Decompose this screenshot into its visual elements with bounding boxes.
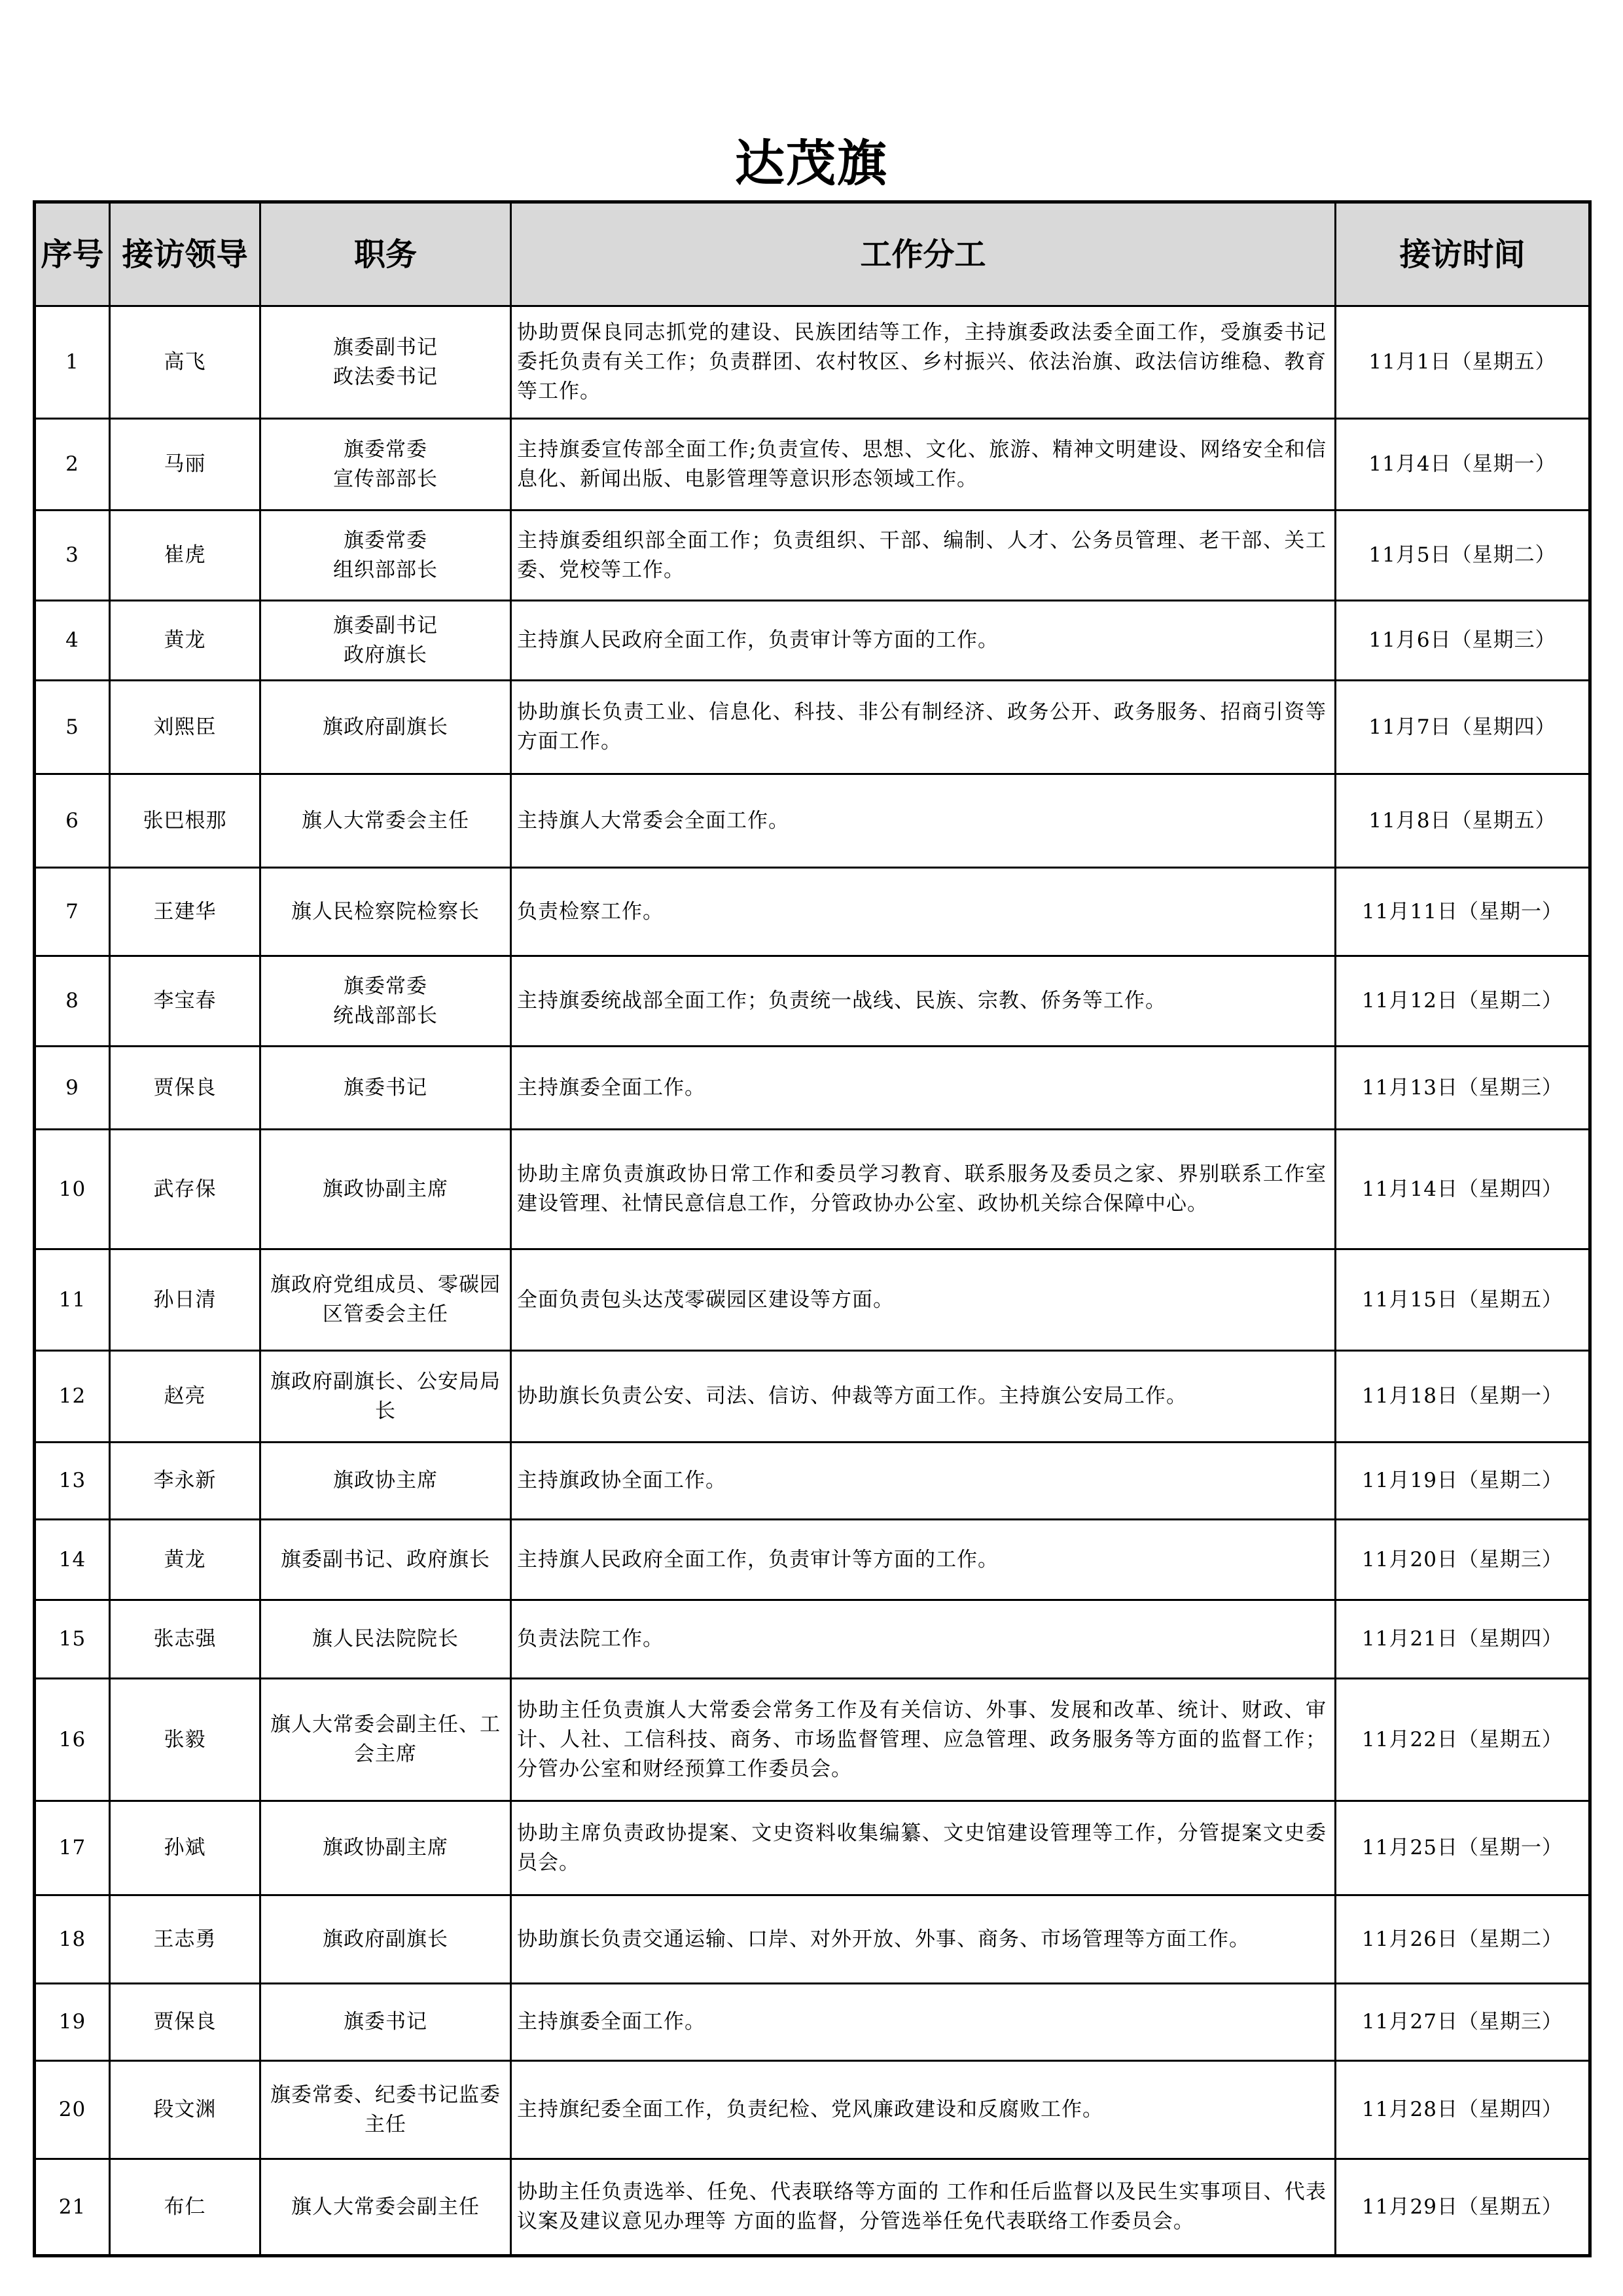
row-time: 11月19日（星期二） <box>1336 1443 1590 1520</box>
table-row <box>35 956 1590 1047</box>
row-leader: 黄龙 <box>110 1520 260 1600</box>
row-duties: 协助旗长负责交通运输、口岸、对外开放、外事、商务、市场管理等方面工作。 <box>511 1895 1336 1984</box>
row-time: 11月5日（星期二） <box>1336 511 1590 601</box>
row-leader: 张巴根那 <box>110 774 260 868</box>
table-row <box>35 1801 1590 1895</box>
row-position: 旗人大常委会副主任、工会主席 <box>260 1679 511 1801</box>
row-duties: 协助主席负责政协提案、文史资料收集编纂、文史馆建设管理等工作，分管提案文史委员会。 <box>511 1801 1336 1895</box>
row-seq: 3 <box>35 511 110 601</box>
row-duties: 主持旗委全面工作。 <box>511 1984 1336 2061</box>
row-duties: 协助主任负责旗人大常委会常务工作及有关信访、外事、发展和改革、统计、财政、审计、人社、工信科技、商务、市场监督管理、应急管理、政务服务等方面的监督工作；分管办公室和财经预算工作委员会。 <box>511 1679 1336 1801</box>
row-position: 旗委副书记 政法委书记 <box>260 306 511 419</box>
row-time: 11月21日（星期四） <box>1336 1600 1590 1679</box>
row-time: 11月28日（星期四） <box>1336 2061 1590 2159</box>
row-leader: 贾保良 <box>110 1047 260 1130</box>
table-row <box>35 1520 1590 1600</box>
row-leader: 李宝春 <box>110 956 260 1047</box>
page-title: 达茂旗 <box>735 134 888 192</box>
table-row <box>35 601 1590 681</box>
row-seq: 9 <box>35 1047 110 1130</box>
row-time: 11月1日（星期五） <box>1336 306 1590 419</box>
row-position: 旗政府党组成员、零碳园区管委会主任 <box>260 1249 511 1351</box>
row-time: 11月7日（星期四） <box>1336 681 1590 774</box>
row-leader: 王志勇 <box>110 1895 260 1984</box>
row-position: 旗人大常委会主任 <box>260 774 511 868</box>
row-time: 11月4日（星期一） <box>1336 419 1590 511</box>
row-seq: 4 <box>35 601 110 681</box>
row-seq: 12 <box>35 1351 110 1443</box>
row-duties: 负责检察工作。 <box>511 868 1336 956</box>
table-row <box>35 1600 1590 1679</box>
row-time: 11月13日（星期三） <box>1336 1047 1590 1130</box>
row-time: 11月20日（星期三） <box>1336 1520 1590 1600</box>
row-position: 旗委常委 宣传部部长 <box>260 419 511 511</box>
row-position: 旗人民检察院检察长 <box>260 868 511 956</box>
table-row <box>35 306 1590 419</box>
table-row <box>35 1351 1590 1443</box>
row-duties: 主持旗人民政府全面工作，负责审计等方面的工作。 <box>511 1520 1336 1600</box>
row-seq: 16 <box>35 1679 110 1801</box>
row-time: 11月27日（星期三） <box>1336 1984 1590 2061</box>
row-duties: 主持旗委统战部全面工作；负责统一战线、民族、宗教、侨务等工作。 <box>511 956 1336 1047</box>
row-position: 旗人大常委会副主任 <box>260 2159 511 2256</box>
row-seq: 19 <box>35 1984 110 2061</box>
row-duties: 主持旗人民政府全面工作，负责审计等方面的工作。 <box>511 601 1336 681</box>
row-duties: 协助旗长负责工业、信息化、科技、非公有制经济、政务公开、政务服务、招商引资等方面工作。 <box>511 681 1336 774</box>
row-position: 旗政协主席 <box>260 1443 511 1520</box>
row-leader: 赵亮 <box>110 1351 260 1443</box>
row-duties: 主持旗人大常委会全面工作。 <box>511 774 1336 868</box>
row-position: 旗委常委 统战部部长 <box>260 956 511 1047</box>
table-row <box>35 1443 1590 1520</box>
row-leader: 马丽 <box>110 419 260 511</box>
row-seq: 20 <box>35 2061 110 2159</box>
table-row <box>35 1984 1590 2061</box>
row-duties: 协助贾保良同志抓党的建设、民族团结等工作，主持旗委政法委全面工作，受旗委书记委托负责有关工作；负责群团、农村牧区、乡村振兴、依法治旗、政法信访维稳、教育等工作。 <box>511 306 1336 419</box>
row-position: 旗委书记 <box>260 1984 511 2061</box>
row-leader: 孙日清 <box>110 1249 260 1351</box>
header-duties: 工作分工 <box>511 202 1336 306</box>
row-time: 11月29日（星期五） <box>1336 2159 1590 2256</box>
row-seq: 14 <box>35 1520 110 1600</box>
row-leader: 崔虎 <box>110 511 260 601</box>
row-position: 旗委副书记、政府旗长 <box>260 1520 511 1600</box>
row-time: 11月22日（星期五） <box>1336 1679 1590 1801</box>
row-seq: 6 <box>35 774 110 868</box>
row-seq: 13 <box>35 1443 110 1520</box>
table-row <box>35 511 1590 601</box>
row-time: 11月14日（星期四） <box>1336 1130 1590 1249</box>
row-seq: 1 <box>35 306 110 419</box>
row-duties: 主持旗委组织部全面工作；负责组织、干部、编制、人才、公务员管理、老干部、关工委、党校等工作。 <box>511 511 1336 601</box>
row-leader: 刘熙臣 <box>110 681 260 774</box>
row-leader: 李永新 <box>110 1443 260 1520</box>
row-time: 11月12日（星期二） <box>1336 956 1590 1047</box>
table-row <box>35 1130 1590 1249</box>
row-duties: 协助旗长负责公安、司法、信访、仲裁等方面工作。主持旗公安局工作。 <box>511 1351 1336 1443</box>
row-leader: 布仁 <box>110 2159 260 2256</box>
row-leader: 贾保良 <box>110 1984 260 2061</box>
table-row <box>35 1895 1590 1984</box>
row-position: 旗委常委、纪委书记监委主任 <box>260 2061 511 2159</box>
row-seq: 2 <box>35 419 110 511</box>
row-leader: 王建华 <box>110 868 260 956</box>
row-time: 11月26日（星期二） <box>1336 1895 1590 1984</box>
row-position: 旗委副书记 政府旗长 <box>260 601 511 681</box>
row-seq: 5 <box>35 681 110 774</box>
row-duties: 主持旗委全面工作。 <box>511 1047 1336 1130</box>
row-time: 11月25日（星期一） <box>1336 1801 1590 1895</box>
table-row <box>35 2061 1590 2159</box>
table-row <box>35 1249 1590 1351</box>
row-seq: 15 <box>35 1600 110 1679</box>
row-position: 旗政协副主席 <box>260 1801 511 1895</box>
table-row <box>35 419 1590 511</box>
row-leader: 孙斌 <box>110 1801 260 1895</box>
header-position: 职务 <box>260 202 511 306</box>
header-seq: 序号 <box>35 202 110 306</box>
row-seq: 8 <box>35 956 110 1047</box>
row-duties: 主持旗政协全面工作。 <box>511 1443 1336 1520</box>
row-time: 11月6日（星期三） <box>1336 601 1590 681</box>
table-row <box>35 868 1590 956</box>
table-row <box>35 774 1590 868</box>
row-duties: 全面负责包头达茂零碳园区建设等方面。 <box>511 1249 1336 1351</box>
row-seq: 18 <box>35 1895 110 1984</box>
row-seq: 7 <box>35 868 110 956</box>
row-leader: 段文渊 <box>110 2061 260 2159</box>
row-duties: 主持旗纪委全面工作，负责纪检、党风廉政建设和反腐败工作。 <box>511 2061 1336 2159</box>
reception-schedule-table <box>33 200 1592 2257</box>
row-time: 11月15日（星期五） <box>1336 1249 1590 1351</box>
row-leader: 高飞 <box>110 306 260 419</box>
row-leader: 武存保 <box>110 1130 260 1249</box>
row-duties: 主持旗委宣传部全面工作;负责宣传、思想、文化、旅游、精神文明建设、网络安全和信息化、新闻出版、电影管理等意识形态领域工作。 <box>511 419 1336 511</box>
row-position: 旗政府副旗长、公安局局长 <box>260 1351 511 1443</box>
row-time: 11月11日（星期一） <box>1336 868 1590 956</box>
row-seq: 17 <box>35 1801 110 1895</box>
row-time: 11月18日（星期一） <box>1336 1351 1590 1443</box>
row-position: 旗政协副主席 <box>260 1130 511 1249</box>
row-time: 11月8日（星期五） <box>1336 774 1590 868</box>
row-seq: 11 <box>35 1249 110 1351</box>
table-row <box>35 681 1590 774</box>
row-leader: 张志强 <box>110 1600 260 1679</box>
row-duties: 协助主任负责选举、任免、代表联络等方面的 工作和任后监督以及民生实事项目、代表议案及建议意见办理等 方面的监督，分管选举任免代表联络工作委员会。 <box>511 2159 1336 2256</box>
row-seq: 21 <box>35 2159 110 2256</box>
header-leader: 接访领导 <box>110 202 260 306</box>
row-position: 旗政府副旗长 <box>260 1895 511 1984</box>
table-header-row <box>35 202 1590 306</box>
row-leader: 黄龙 <box>110 601 260 681</box>
row-position: 旗委常委 组织部部长 <box>260 511 511 601</box>
table-row <box>35 1679 1590 1801</box>
row-position: 旗委书记 <box>260 1047 511 1130</box>
row-position: 旗人民法院院长 <box>260 1600 511 1679</box>
row-position: 旗政府副旗长 <box>260 681 511 774</box>
row-duties: 负责法院工作。 <box>511 1600 1336 1679</box>
table-row <box>35 1047 1590 1130</box>
table-row <box>35 2159 1590 2256</box>
row-duties: 协助主席负责旗政协日常工作和委员学习教育、联系服务及委员之家、界别联系工作室建设管理、社情民意信息工作，分管政协办公室、政协机关综合保障中心。 <box>511 1130 1336 1249</box>
header-time: 接访时间 <box>1336 202 1590 306</box>
row-leader: 张毅 <box>110 1679 260 1801</box>
row-seq: 10 <box>35 1130 110 1249</box>
